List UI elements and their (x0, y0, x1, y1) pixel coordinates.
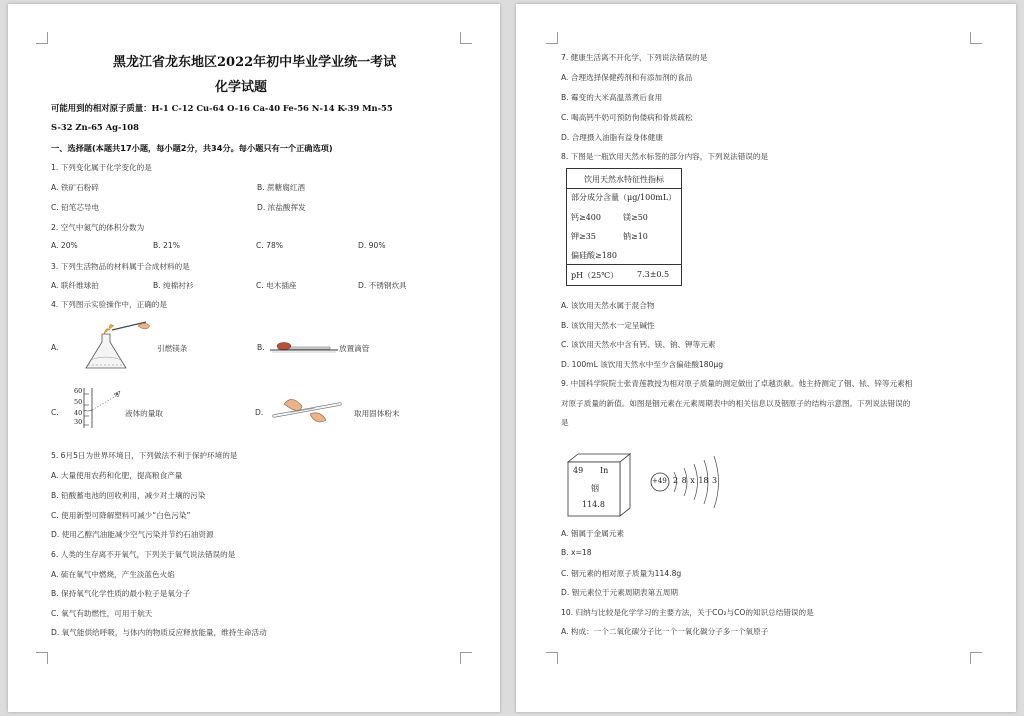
atom-nucleus-charge: +49 (652, 477, 667, 485)
q1-option-d: D. 浓盐酸挥发 (257, 203, 306, 212)
margin-mark (460, 32, 472, 44)
q8-option-c: C. 该饮用天然水中含有钙、镁、钠、钾等元素 (561, 340, 716, 349)
question-5-stem: 5. 6月5日为世界环境日，下列做法不利于保护环境的是 (51, 451, 238, 460)
atomic-mass-line-1: 可能用到的相对原子质量：H-1 C-12 Cu-64 O-16 Ca-40 Fe-56 N-14 K-39 Mn-55 (51, 103, 393, 113)
table-ph-value: 7.3±0.5 (637, 270, 670, 279)
question-2-stem: 2. 空气中氮气的体积分数为 (51, 223, 145, 232)
section-heading: 一、选择题(本题共17小题，每小题2分，共34分。每小题只有一个正确选项) (51, 143, 333, 153)
table-potassium: 钾≥35 (571, 232, 596, 241)
q6-option-d: D. 氧气能供给呼吸，与体内的物质反应释放能量，维持生命活动 (51, 628, 267, 637)
margin-mark (36, 32, 48, 44)
q5-option-d: D. 使用乙醇汽油能减少空气污染并节约石油资源 (51, 530, 214, 539)
table-sodium: 钠≥10 (623, 232, 648, 241)
question-8-stem: 8. 下图是一瓶饮用天然水标签的部分内容，下列说法错误的是 (561, 152, 769, 161)
question-9-stem-line-3: 是 (561, 418, 569, 427)
question-4-stem: 4. 下列图示实验操作中，正确的是 (51, 300, 167, 309)
exam-title: 黑龙江省龙东地区2022年初中毕业学业统一考试 (113, 55, 397, 70)
q9-option-c: C. 铟元素的相对原子质量为114.8g (561, 569, 682, 578)
table-calcium: 钙≥400 (571, 213, 601, 222)
q10-option-a: A. 构成：一个二氧化碳分子比一个一氧化碳分子多一个氧原子 (561, 627, 769, 636)
q1-option-a: A. 铁矿石粉碎 (51, 183, 99, 192)
q3-option-a: A. 联纤维球拍 (51, 281, 99, 290)
document-page-left (8, 4, 500, 712)
q3-option-d: D. 不锈钢炊具 (358, 281, 407, 290)
element-atomic-number: 49 (573, 466, 584, 475)
question-3-stem: 3. 下列生活物品的材料属于合成材料的是 (51, 262, 190, 271)
table-metasilicic-acid: 偏硅酸≥180 (571, 251, 617, 260)
q4-option-d-label: 取用固体粉末 (354, 409, 400, 418)
table-magnesium: 镁≥50 (623, 213, 648, 222)
q8-option-b: B. 该饮用天然水一定呈碱性 (561, 321, 655, 330)
cylinder-mark-60: 60 (74, 387, 83, 395)
q4-option-a-letter: A. (51, 343, 59, 352)
q6-option-a: A. 硫在氧气中燃烧，产生淡蓝色火焰 (51, 570, 175, 579)
q3-option-b: B. 纯棉衬衫 (153, 281, 194, 290)
q2-option-c: C. 78% (256, 241, 284, 250)
question-1-stem: 1. 下列变化属于化学变化的是 (51, 163, 152, 172)
q9-option-d: D. 铟元素位于元素周期表第五周期 (561, 588, 678, 597)
q5-option-b: B. 铅酸蓄电池的回收利用，减少对土壤的污染 (51, 491, 206, 500)
cylinder-mark-50: 50 (74, 398, 83, 406)
q5-option-c: C. 使用新型可降解塑料可减少“白色污染” (51, 511, 191, 520)
q6-option-c: C. 氧气有助燃性，可用于航天 (51, 609, 153, 618)
margin-mark (970, 32, 982, 44)
question-9-stem-line-2: 对原子质量的新值。如图是铟元素在元素周期表中的相关信息以及铟原子的结构示意图。下列说法错误的 (561, 399, 911, 408)
q7-option-d: D. 合理摄入油脂有益身体健康 (561, 133, 663, 142)
q1-option-b: B. 蔗糖腐红酒 (257, 183, 306, 192)
question-6-stem: 6. 人类的生存离不开氧气，下列关于氧气说法错误的是 (51, 550, 236, 559)
margin-mark (970, 652, 982, 664)
q4-option-a-label: 引燃镁条 (157, 344, 188, 353)
table-ph-label: pH（25℃） (571, 271, 619, 280)
water-label-table (566, 168, 682, 286)
question-7-stem: 7. 健康生活离不开化学，下列说法错误的是 (561, 53, 708, 62)
question-9-stem-line-1: 9. 中国科学院院士张青莲教授为相对原子质量的测定做出了卓越贡献。他主持测定了铟、铱、锌等元素相 (561, 379, 913, 388)
q2-option-a: A. 20% (51, 241, 78, 250)
q7-option-c: C. 喝高钙牛奶可预防佝偻病和骨质疏松 (561, 113, 693, 122)
margin-mark (546, 32, 558, 44)
q2-option-b: B. 21% (153, 241, 180, 250)
exam-subtitle: 化学试题 (215, 80, 268, 95)
burning-magnesium-illustration (68, 320, 158, 370)
document-page-right (516, 4, 1016, 712)
q7-option-a: A. 合理选择保健药剂和有添加剂的食品 (561, 73, 693, 82)
q8-option-d: D. 100mL 该饮用天然水中至少含偏硅酸180μg (561, 360, 724, 369)
atomic-mass-line-2: S-32 Zn-65 Ag-108 (51, 122, 139, 132)
q8-option-a: A. 该饮用天然水属于混合物 (561, 301, 655, 310)
q5-option-a: A. 大量使用农药和化肥，提高粮食产量 (51, 471, 183, 480)
question-10-stem: 10. 归纳与比较是化学学习的主要方法，关于CO₂与CO的知识总结错误的是 (561, 608, 814, 617)
margin-mark (36, 652, 48, 664)
cylinder-mark-40: 40 (74, 409, 83, 417)
q4-option-c-label: 液体的量取 (125, 409, 163, 418)
q1-option-c: C. 铅笔芯导电 (51, 203, 100, 212)
element-atomic-mass: 114.8 (582, 500, 605, 509)
table-title: 饮用天然水特征性指标 (584, 175, 664, 184)
atom-electron-shells: 2 8 x 18 3 (673, 476, 718, 485)
cylinder-mark-30: 30 (74, 418, 83, 426)
q2-option-d: D. 90% (358, 241, 386, 250)
q6-option-b: B. 保持氧气化学性质的最小粒子是氧分子 (51, 589, 191, 598)
dropper-on-table-illustration (270, 338, 340, 354)
q4-option-b-letter: B. (257, 343, 265, 352)
q4-option-c-letter: C. (51, 408, 59, 417)
q3-option-c: C. 电木插座 (256, 281, 297, 290)
element-name: 铟 (591, 484, 599, 493)
powder-transfer-illustration (270, 392, 350, 428)
q4-option-d-letter: D. (255, 408, 264, 417)
q4-option-b-label: 放置滴管 (339, 344, 370, 353)
margin-mark (460, 652, 472, 664)
element-symbol: In (600, 466, 609, 475)
q7-option-b: B. 霉变的大米高温蒸煮后食用 (561, 93, 663, 102)
q9-option-b: B. x=18 (561, 548, 592, 557)
margin-mark (546, 652, 558, 664)
q9-option-a: A. 铟属于金属元素 (561, 529, 625, 538)
table-subtitle: 部分成分含量（μg/100mL） (571, 193, 677, 202)
